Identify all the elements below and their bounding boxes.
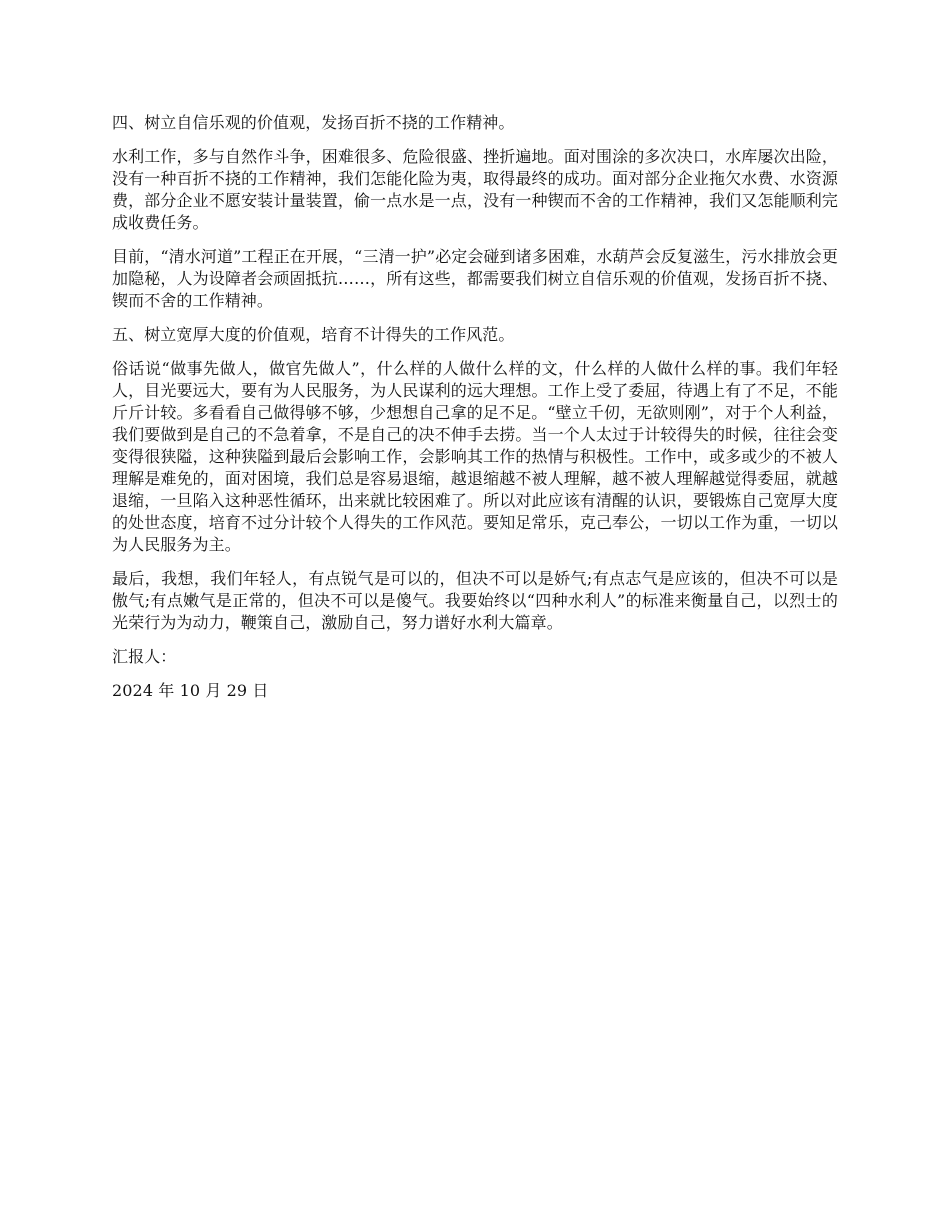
paragraph-conclusion: 最后，我想，我们年轻人，有点锐气是可以的，但决不可以是娇气;有点志气是应该的，但决不可以是傲气;有点嫩气是正常的，但决不可以是傻气。我要始终以“四种水利人”的标准来衡量自己，以烈士的光荣行为为动力，鞭策自己，激励自己，努力谱好水利大篇章。 [112, 569, 838, 632]
document-body [112, 112, 838, 702]
section-heading-five: 五、树立宽厚大度的价值观，培育不计得失的工作风范。 [112, 325, 515, 344]
section-heading-four: 四、树立自信乐观的价值观，发扬百折不挠的工作精神。 [112, 113, 515, 132]
report-date: 2024 年 10 月 29 日 [112, 681, 269, 700]
paragraph-clean-river: 目前，“清水河道”工程正在开展，“三清一护”必定会碰到诸多困难，水葫芦会反复滋生，污水排放会更加隐秘，人为设障者会顽固抵抗……，所有这些，都需要我们树立自信乐观的价值观，发扬百折不挠、锲而不舍的工作精神。 [112, 247, 838, 310]
reporter-signature-line: 汇报人： [112, 647, 177, 666]
paragraph-water-work: 水利工作，多与自然作斗争，困难很多、危险很盛、挫折遍地。面对围涂的多次决口，水库屡次出险，没有一种百折不挠的工作精神，我们怎能化险为夷，取得最终的成功。面对部分企业拖欠水费、水资源费，部分企业不愿安装计量装置，偷一点水是一点，没有一种锲而不舍的工作精神，我们又怎能顺利完成收费任务。 [112, 147, 838, 232]
paragraph-be-a-person: 俗话说“做事先做人，做官先做人”，什么样的人做什么样的文，什么样的人做什么样的事。我们年轻人，目光要远大，要有为人民服务，为人民谋利的远大理想。工作上受了委屈，待遇上有了不足，不能斤斤计较。多看看自己做得够不够，少想想自己拿的足不足。“壁立千仞，无欲则刚”，对于个人利益，我们要做到是自己的不急着拿，不是自己的决不伸手去捞。当一个人太过于计较得失的时候，往往会变变得很狭隘，这种狭隘到最后会影响工作，会影响其工作的热情与积极性。工作中，或多或少的不被人理解是难免的，面对困境，我们总是容易退缩，越退缩越不被人理解，越不被人理解越觉得委屈，就越退缩，一旦陷入这种恶性循环，出来就比较困难了。所以对此应该有清醒的认识，要锻炼自己宽厚大度的处世态度，培育不过分计较个人得失的工作风范。要知足常乐，克己奉公，一切以工作为重，一切以为人民服务为主。 [112, 359, 838, 554]
